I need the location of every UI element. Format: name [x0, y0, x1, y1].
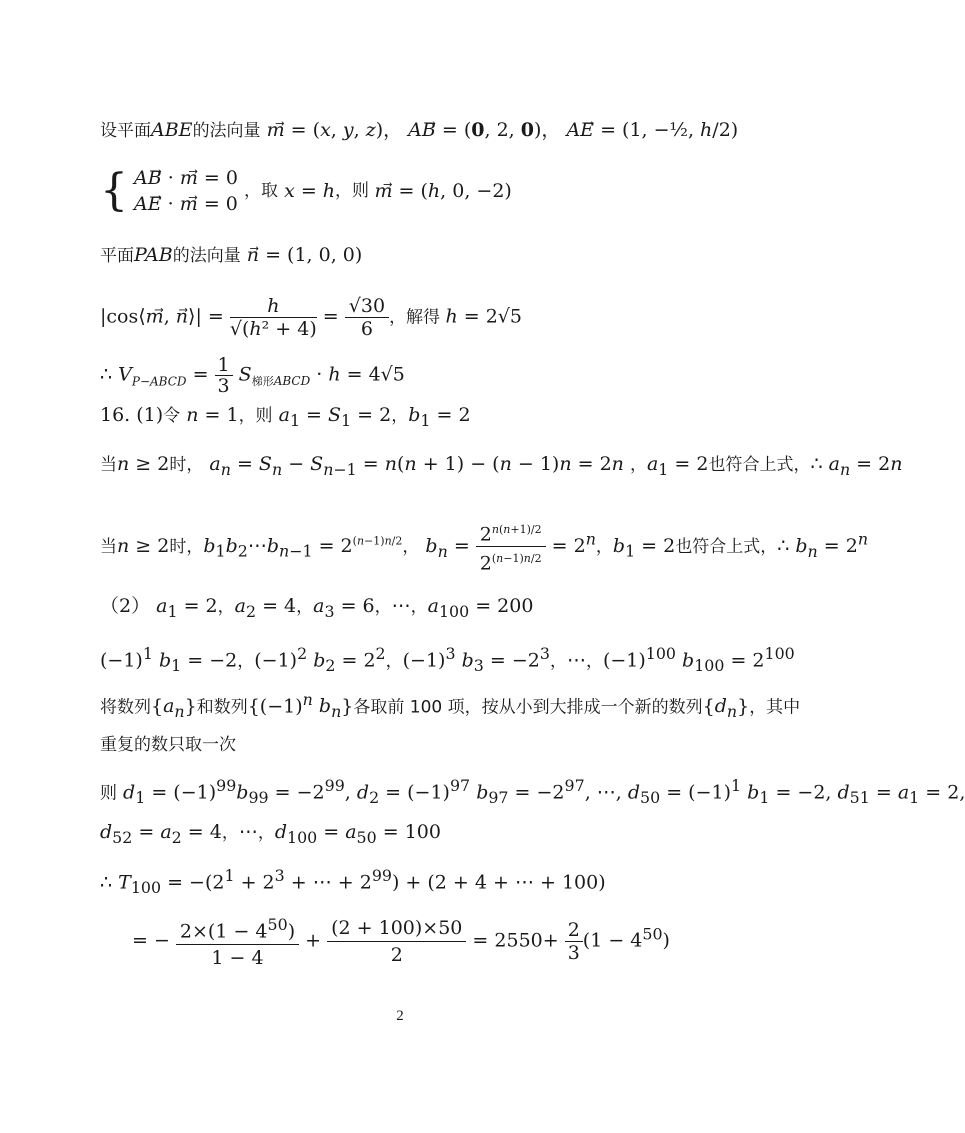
- math-line: 将数列$\{a_n\}$和数列{$(-1)^n$ $b_n$}各取前 100 项，按从小到大排成一个新的数列$\{d_n\}$，其中: [100, 690, 801, 722]
- math-line: ∴ $T_{100} = -(2^1 + 2^3$ + ⋯ + $2^{99}) + (2 + 4$ + ⋯ + 100): [100, 866, 606, 898]
- math-line: （2） $a_1 = 2$，$a_2 = 4$，$a_3 = 6$，⋯，$a_{100} = 200$: [100, 595, 534, 621]
- math-line: |cos⟨m⃗, n⃗⟩| = $\frac{h}{\text{√(h² + 4)}}$ = $\frac{√30}{6}$ ，解得 h = 2√5: [100, 295, 523, 340]
- math-line: 平面PAB的法向量 n⃗ = (1, 0, 0): [100, 244, 363, 266]
- math-line: 16. (1)令 n = 1，则 $a_1 = S_1 = 2$，$b_1 = 2$: [100, 404, 471, 430]
- math-line: $(-1)^1$ $b_1 = -2$，$(-1)^2$ $b_2 = 2^2$，$(-1)^3$ $b_3 = -2^3$，⋯，$(-1)^{100}$ $b_{100} = 2^{100}$: [100, 644, 795, 676]
- math-line: ∴ $V_{P-ABCD}$ = $\frac{1}{3}$ $S_{梯形ABCD} \cdot h = 4√5$: [100, 354, 405, 397]
- math-line: 则 $d_1 = (-1)^{99}b_{99} = -2^{99}$, $d_2 = (-1)^{97}$ $b_{97} = -2^{97}$, ⋯, $d_{50} = (-1)^1$ $b_1 = -2$, $d_{51} = a_1 = 2$,: [100, 776, 965, 808]
- math-line: = − $\frac{2\times(1 - 4^{50})}{1 - 4}$ + $\frac{(2 + 100)\times 50}{2}$ = 2550+ $\frac{2}{3}$ $(1 - 4^{50})$: [132, 912, 670, 971]
- math-line: 当n ≥ 2时，$b_1b_2\cdots b_{n-1} = 2^{(n-1)n/2}$， $b_n$ = $\frac{2^{n(n+1)/2}}{2^{(n-1)n/2}}$ = $2^n$，$b_1 = 2$也符合上式，∴ $b_n = 2^n$: [100, 518, 868, 576]
- math-line: 当n ≥ 2时， $a_n = S_n - S_{n-1} = n(n + 1) - (n - 1)n = 2n$ ，$a_1 = 2$也符合上式，∴ $a_n = 2n$: [100, 453, 903, 479]
- math-line: { AB⃗ · m⃗ = 0 AE⃗ · m⃗ = 0 ，取 x = h，则 m⃗ = (h, 0, −2): [100, 165, 512, 216]
- text-line: 重复的数只取一次: [100, 735, 236, 755]
- page-number: 2: [396, 1008, 404, 1024]
- math-line: $d_{52} = a_2 = 4$，⋯，$d_{100} = a_{50} = 100$: [100, 821, 441, 847]
- math-line: 设平面ABE的法向量 m⃗ = (x, y, z)， AB⃗ = (0, 2, 0)， AE⃗ = (1, −½, h/2): [100, 119, 739, 141]
